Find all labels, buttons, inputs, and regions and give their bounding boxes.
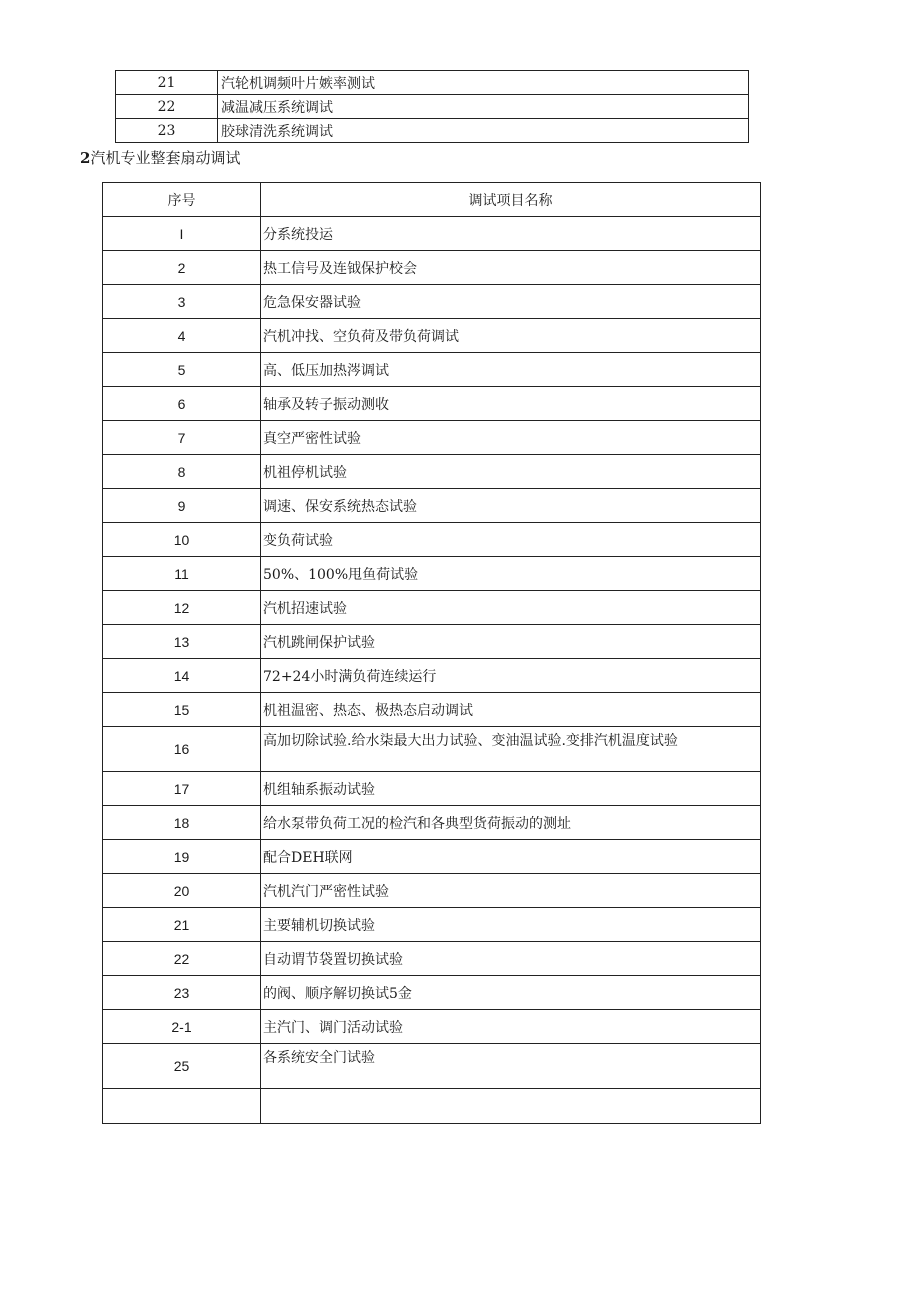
row-number: 19 bbox=[103, 840, 261, 874]
table-row bbox=[103, 523, 761, 557]
row-item-name: 机组轴系振动试验 bbox=[261, 772, 761, 806]
row-item-name: 的阀、顺序解切换试5金 bbox=[261, 976, 761, 1010]
row-number: 6 bbox=[103, 387, 261, 421]
row-item-name: 热工信号及连钺保护校会 bbox=[261, 251, 761, 285]
row-number: 15 bbox=[103, 693, 261, 727]
table-row bbox=[103, 693, 761, 727]
row-item-name: 自动谓节袋置切换试验 bbox=[261, 942, 761, 976]
row-number: 8 bbox=[103, 455, 261, 489]
table-row bbox=[116, 119, 749, 143]
row-item-name: 轴承及转子振动测收 bbox=[261, 387, 761, 421]
table-row bbox=[103, 976, 761, 1010]
table-row bbox=[103, 319, 761, 353]
row-item-name: 汽机汽门严密性试验 bbox=[261, 874, 761, 908]
row-number: 5 bbox=[103, 353, 261, 387]
section-number: 2 bbox=[80, 149, 91, 167]
row-item-name: 汽轮机调频叶片嫉率测试 bbox=[218, 71, 749, 95]
header-number: 序号 bbox=[103, 183, 261, 217]
row-item-name: 高加切除试验.给水柒最大出力试验、变油温试验.变排汽机温度试验 bbox=[261, 727, 761, 772]
row-item-name: 真空严密性试验 bbox=[261, 421, 761, 455]
table-row bbox=[103, 591, 761, 625]
continuation-table bbox=[115, 70, 749, 143]
row-item-name: 配合DEH联网 bbox=[261, 840, 761, 874]
commissioning-items-table bbox=[102, 182, 761, 1124]
table-row bbox=[103, 1010, 761, 1044]
row-number: 25 bbox=[103, 1044, 261, 1089]
table-row bbox=[103, 251, 761, 285]
table-row bbox=[103, 727, 761, 772]
row-item-name: 50%、100%甩鱼荷试验 bbox=[261, 557, 761, 591]
table-row bbox=[103, 625, 761, 659]
row-number: 20 bbox=[103, 874, 261, 908]
row-item-name: 调速、保安系统热态试验 bbox=[261, 489, 761, 523]
row-number: 3 bbox=[103, 285, 261, 319]
row-number: 14 bbox=[103, 659, 261, 693]
row-item-name: 变负荷试验 bbox=[261, 523, 761, 557]
table-row bbox=[103, 489, 761, 523]
row-number: 21 bbox=[116, 71, 218, 95]
row-number: 17 bbox=[103, 772, 261, 806]
row-item-name: 分系统投运 bbox=[261, 217, 761, 251]
row-item-name bbox=[261, 1089, 761, 1124]
row-item-name: 危急保安器试验 bbox=[261, 285, 761, 319]
row-item-name: 主要辅机切换试验 bbox=[261, 908, 761, 942]
row-number: 2-1 bbox=[103, 1010, 261, 1044]
table-header-row bbox=[103, 183, 761, 217]
section-title bbox=[80, 147, 240, 169]
row-number: 2 bbox=[103, 251, 261, 285]
row-item-name: 72+24小时满负荷连续运行 bbox=[261, 659, 761, 693]
row-item-name: 胶球清洗系统调试 bbox=[218, 119, 749, 143]
section-title-text: 汽机专业整套扇动调试 bbox=[90, 149, 241, 167]
row-item-name: 高、低压加热涔调试 bbox=[261, 353, 761, 387]
row-number: 7 bbox=[103, 421, 261, 455]
row-item-name: 各系统安全门试验 bbox=[261, 1044, 761, 1089]
row-item-name: 给水泵带负荷工况的检汽和各典型货荷振动的测址 bbox=[261, 806, 761, 840]
table-row bbox=[103, 772, 761, 806]
row-number: 21 bbox=[103, 908, 261, 942]
row-number: 23 bbox=[103, 976, 261, 1010]
table-row bbox=[103, 908, 761, 942]
table-row bbox=[116, 95, 749, 119]
row-number bbox=[103, 1089, 261, 1124]
row-number: I bbox=[103, 217, 261, 251]
header-item-name: 调试项目名称 bbox=[261, 183, 761, 217]
row-number: 22 bbox=[116, 95, 218, 119]
table-row bbox=[116, 71, 749, 95]
table-row bbox=[103, 659, 761, 693]
row-number: 16 bbox=[103, 727, 261, 772]
row-item-name: 汽机招速试验 bbox=[261, 591, 761, 625]
table-row bbox=[103, 557, 761, 591]
table-row bbox=[103, 353, 761, 387]
table-row-empty bbox=[103, 1089, 761, 1124]
row-number: 12 bbox=[103, 591, 261, 625]
row-item-name: 汽机跳闸保护试验 bbox=[261, 625, 761, 659]
row-item-name: 减温减压系统调试 bbox=[218, 95, 749, 119]
table-row bbox=[103, 421, 761, 455]
table-row bbox=[103, 942, 761, 976]
row-number: 10 bbox=[103, 523, 261, 557]
row-number: 18 bbox=[103, 806, 261, 840]
row-item-name: 主汽门、调门活动试验 bbox=[261, 1010, 761, 1044]
row-number: 23 bbox=[116, 119, 218, 143]
table-row bbox=[103, 1044, 761, 1089]
table-row bbox=[103, 387, 761, 421]
table-row bbox=[103, 217, 761, 251]
row-number: 4 bbox=[103, 319, 261, 353]
row-item-name: 机祖停机试验 bbox=[261, 455, 761, 489]
row-item-name: 汽机冲找、空负荷及带负荷调试 bbox=[261, 319, 761, 353]
table-row bbox=[103, 455, 761, 489]
table-row bbox=[103, 285, 761, 319]
row-number: 11 bbox=[103, 557, 261, 591]
row-number: 13 bbox=[103, 625, 261, 659]
table-row bbox=[103, 874, 761, 908]
row-number: 22 bbox=[103, 942, 261, 976]
table-row bbox=[103, 806, 761, 840]
table-row bbox=[103, 840, 761, 874]
row-number: 9 bbox=[103, 489, 261, 523]
row-item-name: 机祖温密、热态、极热态启动调试 bbox=[261, 693, 761, 727]
